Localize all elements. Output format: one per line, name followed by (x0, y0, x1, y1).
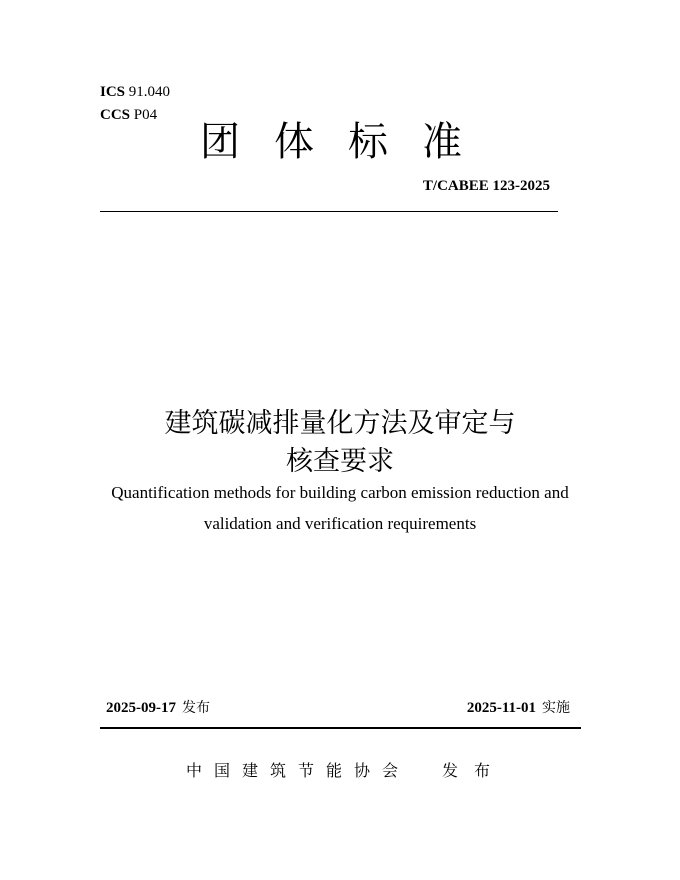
publisher-action: 发布 (442, 761, 507, 780)
publisher-name: 中国建筑节能协会 (186, 761, 411, 780)
title-english-line-2: validation and verification requirements (203, 514, 477, 533)
standard-type-heading: 团体标准 (200, 119, 496, 165)
ccs-code (100, 106, 157, 124)
title-chinese-line-2: 核查要求 (286, 446, 394, 477)
title-english-line-1: Quantification methods for building carbon emission reduction and (111, 483, 569, 502)
top-divider (100, 211, 558, 212)
ccs-value: P04 (133, 107, 158, 123)
ics-value: 91.040 (128, 84, 171, 100)
ics-label: ICS (100, 84, 126, 100)
title-chinese-line-1: 建筑碳减排量化方法及审定与 (164, 408, 516, 439)
ccs-label: CCS (100, 107, 131, 123)
issue-label: 发布 (182, 700, 210, 716)
implementation-date: 2025-11-01 (466, 700, 536, 716)
issue-date: 2025-09-17 (106, 700, 176, 716)
ics-code (100, 83, 170, 101)
implementation-label: 实施 (542, 700, 570, 716)
issue-date-line (106, 698, 210, 718)
standard-number: T/CABEE 123-2025 (422, 178, 550, 194)
bottom-divider (100, 727, 581, 729)
implementation-date-line (467, 698, 570, 718)
